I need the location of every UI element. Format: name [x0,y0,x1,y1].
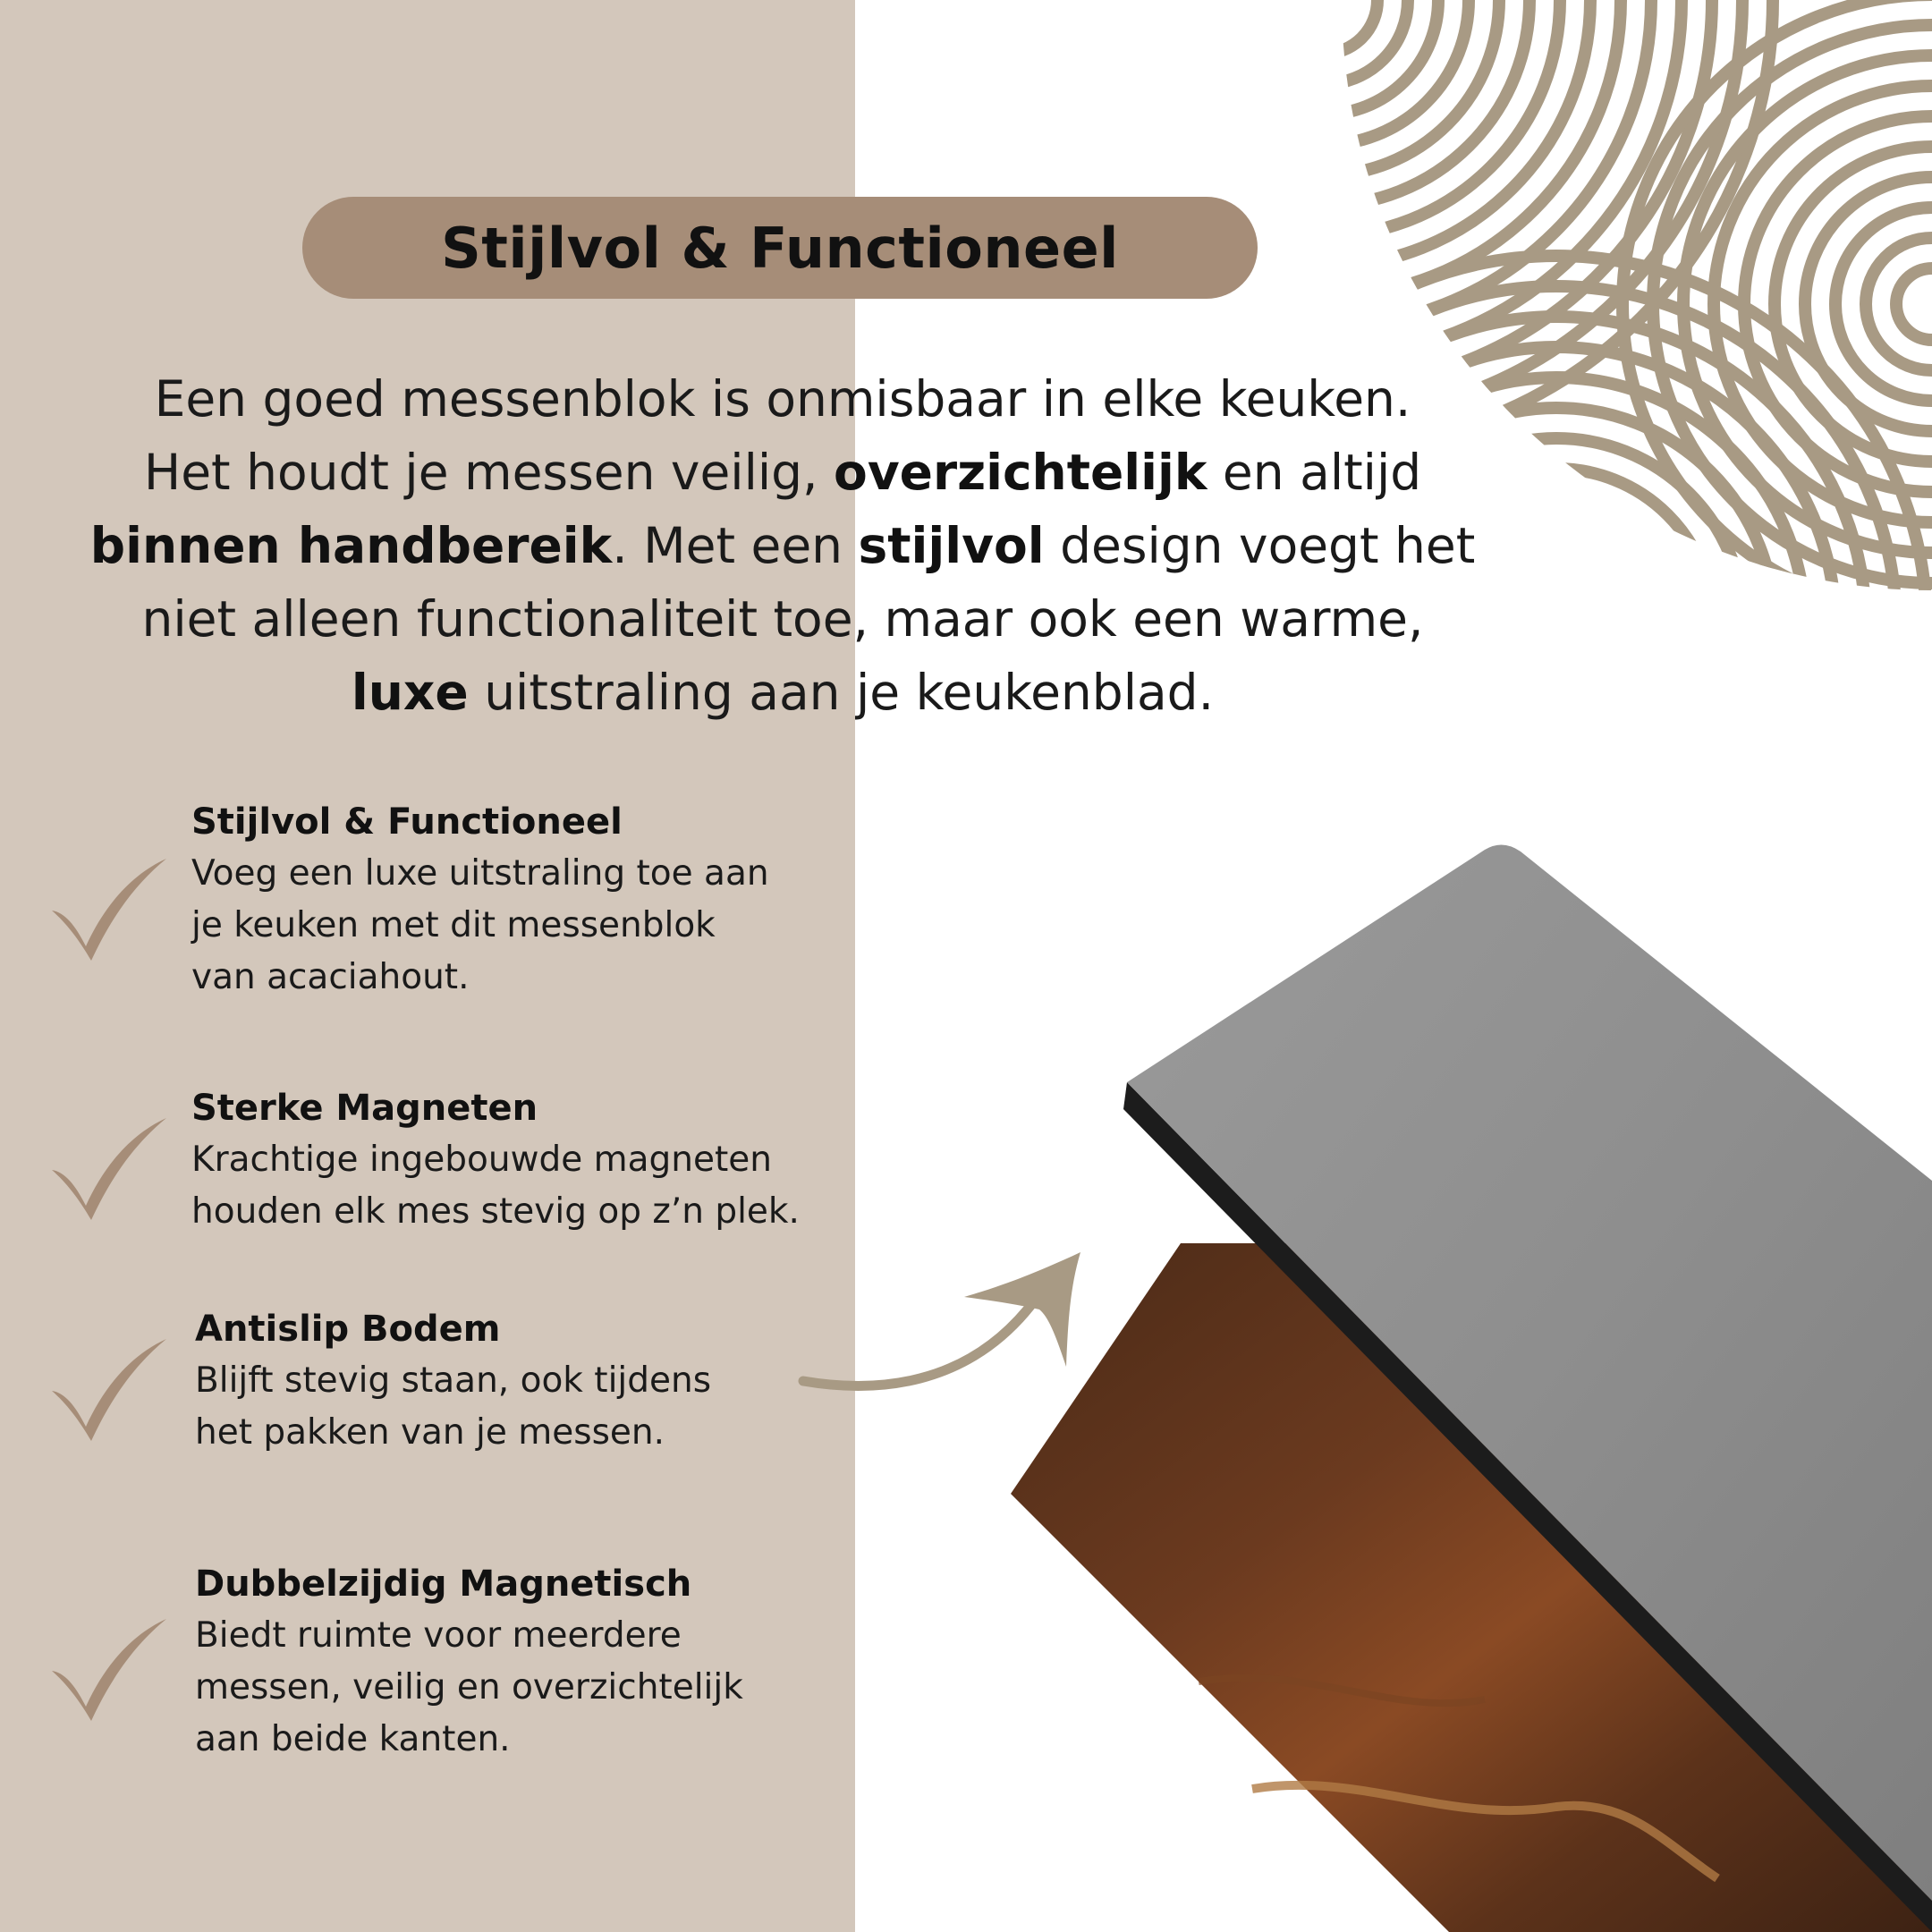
check-icon [45,850,170,966]
title-banner [302,197,1258,299]
feature-desc-line: je keuken met dit messenblok [191,905,716,945]
intro-text: Een goed messenblok is onmisbaar in elke keuken. [154,370,1411,428]
feature-title: Dubbelzijdig Magnetisch [195,1563,692,1605]
title-text: Stijlvol & Functioneel [441,215,1119,281]
check-icon [45,1610,170,1726]
intro-text: uitstraling aan je keukenblad. [468,664,1215,721]
feature-title: Stijlvol & Functioneel [191,801,623,843]
intro-text: design voegt het [1044,517,1476,574]
pattern-arc [1324,0,1377,54]
intro-emphasis: stijlvol [858,517,1045,574]
feature-desc-line: messen, veilig en overzichtelijk [195,1667,743,1707]
feature-desc-line: houden elk mes stevig op z’n plek. [191,1191,800,1232]
feature-desc-line: aan beide kanten. [195,1719,511,1759]
feature-desc-line: Blijft stevig staan, ook tijdens [195,1360,712,1401]
pattern-arc [1896,268,1932,340]
intro-text: Het houdt je messen veilig, [143,444,835,501]
feature-desc-line: het pakken van je messen. [195,1412,665,1453]
feature-item [36,1082,859,1279]
feature-title: Sterke Magneten [191,1088,538,1129]
intro-text: niet alleen functionaliteit toe, maar ook een warme, [141,590,1424,648]
intro-text: . Met een [612,517,859,574]
feature-item [36,1558,859,1759]
knife-block-product-image [984,805,1932,1932]
feature-item [36,1303,859,1500]
intro-paragraph [36,362,1530,729]
feature-item [36,796,859,997]
check-icon [45,1109,170,1225]
intro-emphasis: luxe [351,664,469,721]
feature-title: Antislip Bodem [195,1309,501,1350]
feature-desc-line: Biedt ruimte voor meerdere [195,1615,682,1656]
intro-emphasis: binnen handbereik [89,517,613,574]
check-icon [45,1330,170,1446]
feature-desc-line: Krachtige ingebouwde magneten [191,1140,772,1180]
intro-text: en altijd [1207,444,1422,501]
feature-desc-line: Voeg een luxe uitstraling toe aan [191,853,769,894]
pattern-arc [1521,590,1592,608]
intro-emphasis: overzichtelijk [834,444,1208,501]
feature-desc-line: van acaciahout. [191,957,470,997]
